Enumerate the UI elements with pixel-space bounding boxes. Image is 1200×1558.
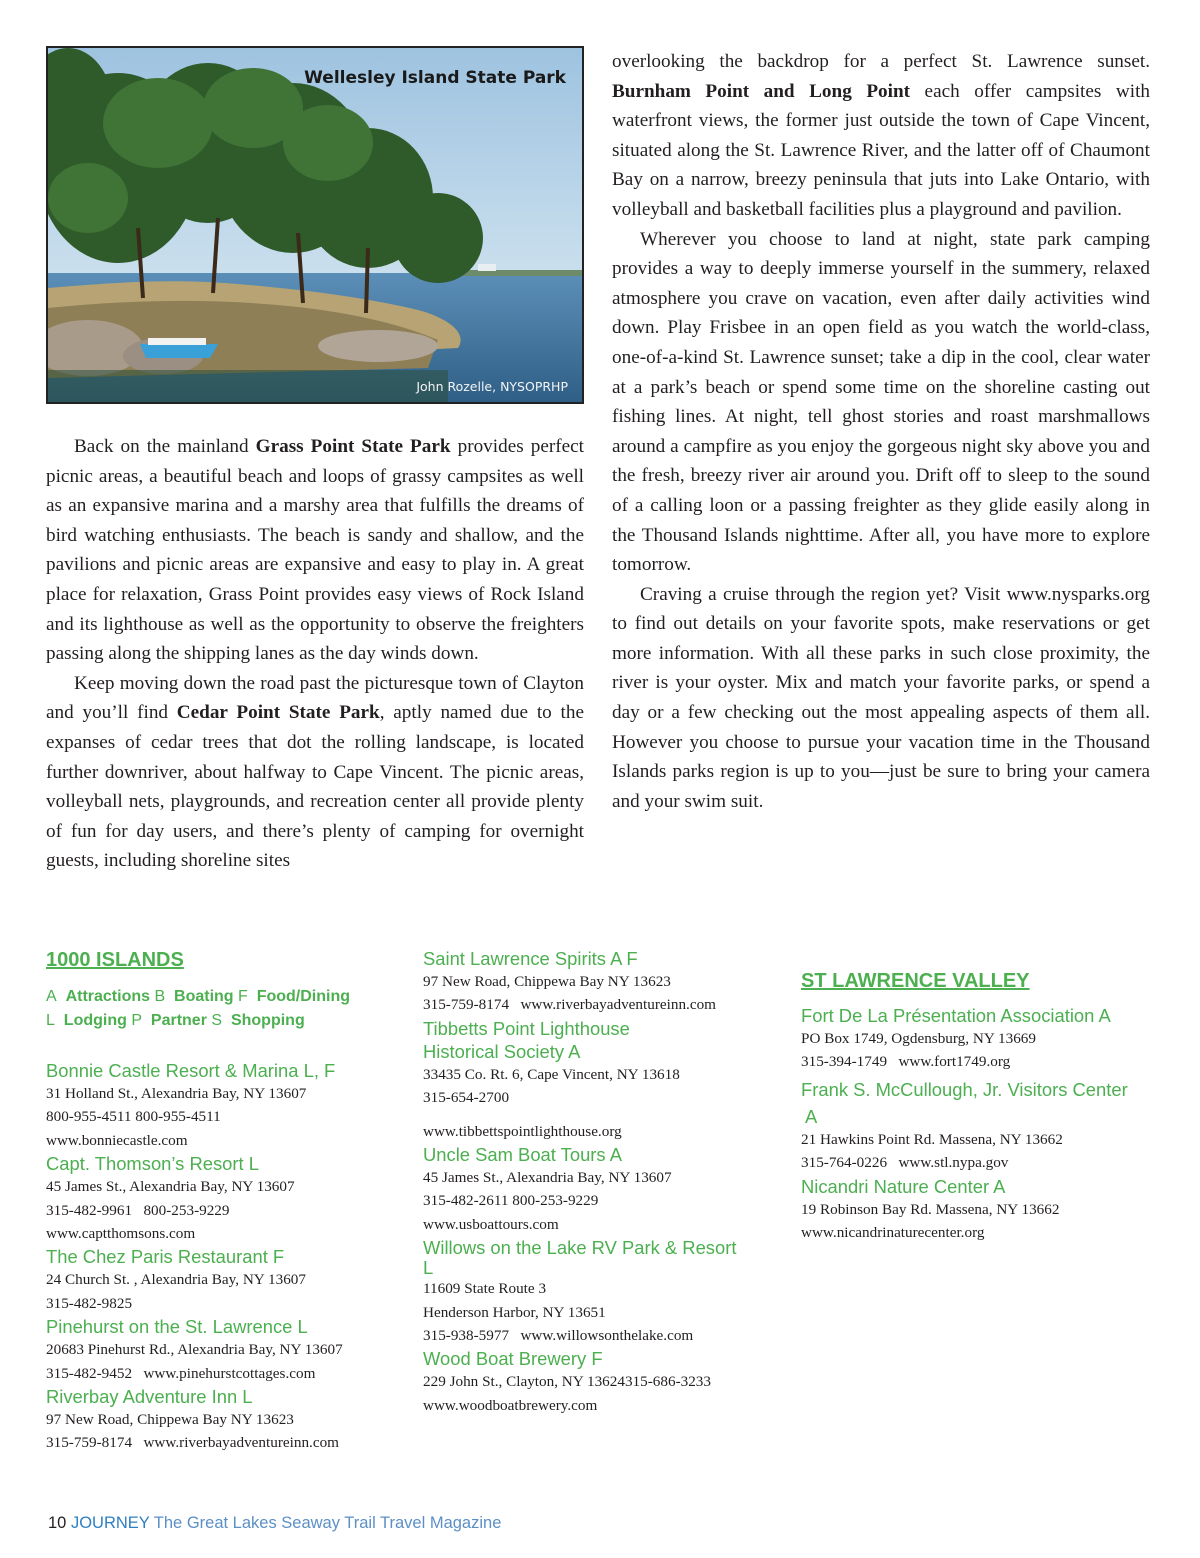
listing-willows: Willows on the Lake RV Park & Resort L 11609 State Route 3 Henderson Harbor, NY 13651 315-938-5977 www.willowsonthelake.com (423, 1237, 737, 1345)
page-footer (48, 1514, 501, 1533)
page-number: 10 (48, 1514, 67, 1532)
listing-pinehurst: Pinehurst on the St. Lawrence L 20683 Pinehurst Rd., Alexandria Bay, NY 13607 315-482-9452 www.pinehurstcottages.com (46, 1316, 343, 1382)
listing-tibbetts-point: Tibbetts Point Lighthouse Historical Society A 33435 Co. Rt. 6, Cape Vincent, NY 13618 315-654-2700 www.tibbettspointlighthouse.org (423, 1017, 680, 1140)
directory-column-1 (46, 947, 406, 1455)
photo-caption-title: Wellesley Island State Park (304, 68, 566, 88)
park-name-cedar-point: Cedar Point State Park (176, 702, 380, 724)
paragraph-burnham-long-point: overlooking the backdrop for a perfect St. Lawrence sunset. Burnham Point and Long Point each offer campsites with waterfront views, the former just outside the town of Cape Vincent, situated along the St. Lawrence River, and the latter off of Chaumont Bay on a narrow, breezy peninsula that juts into Lake Ontario, with volleyball and basketball facilities plus a playground and pavilion. (612, 51, 1150, 220)
listing-mccullough-visitors-center: Frank S. McCullough, Jr. Visitors Center A 21 Hawkins Point Rd. Massena, NY 13662 315-764-0226 www.stl.nypa.gov (801, 1078, 1128, 1172)
directory-column-2 (423, 947, 793, 1417)
photo-credit: John Rozelle, NYSOPRHP (416, 379, 568, 394)
article-right-column (612, 47, 1150, 816)
paragraph-cedar-point: Keep moving down the road past the picturesque town of Clayton and you’ll find Cedar Point State Park, aptly named due to the expanses of cedar trees that dot the rolling landscape, is located further downriver, about halfway to Cape Vincent. The picnic areas, volleyball nets, playgrounds, and recreation center all provide plenty of fun for day users, and there’s plenty of camping for overnight guests, including shoreline sites (46, 672, 584, 872)
directory-column-3 (801, 968, 1161, 1244)
listing-uncle-sam: Uncle Sam Boat Tours A 45 James St., Alexandria Bay, NY 13607 315-482-2611 800-253-9229 www.usboattours.com (423, 1144, 672, 1233)
listing-riverbay: Riverbay Adventure Inn L 97 New Road, Chippewa Bay NY 13623 315-759-8174 www.riverbayadventureinn.com (46, 1386, 339, 1452)
listing-chez-paris: The Chez Paris Restaurant F 24 Church St. , Alexandria Bay, NY 13607 315-482-9825 (46, 1246, 306, 1312)
park-name-grass-point: Grass Point State Park (255, 436, 451, 457)
listing-saint-lawrence-spirits: Saint Lawrence Spirits A F 97 New Road, Chippewa Bay NY 13623 315-759-8174 www.riverbayadventureinn.com (423, 948, 716, 1014)
paragraph-camping: Wherever you choose to land at night, state park camping provides a way to deeply immerse yourself in the summery, relaxed atmosphere you crave on vacation, even after daily activities wind down. Play Frisbee in an open field as you watch the world-class, one-of-a-kind St. Lawrence sunset; take a dip in the cool, clear water at a park’s beach or spend some time on the shoreline casting out fishing lines. At night, tell ghost stories and roast marshmallows around a campfire as you enjoy the gorgeous night sky above you and the fresh, breezy river air around you. Drift off to sleep to the sound of a calling loon or a passing freighter as they glide easily along in the Thousand Islands nighttime. After all, you have more to explore tomorrow. (612, 228, 1150, 576)
listing-capt-thomsons: Capt. Thomson’s Resort L 45 James St., Alexandria Bay, NY 13607 315-482-9961 800-253-9229 www.captthomsons.com (46, 1153, 295, 1243)
section-heading-1000-islands: 1000 ISLANDS (46, 949, 184, 971)
section-heading-st-lawrence-valley: ST LAWRENCE VALLEY (801, 970, 1030, 992)
paragraph-grass-point: Back on the mainland Grass Point State Park provides perfect picnic areas, a beautiful beach and loops of grassy campsites as well as an expansive marina and a marshy area that fulfills the dreams of bird watching enthusiasts. The beach is sandy and shallow, and the pavilions and picnic areas are expansive and easy to play in. A great place for relaxation, Grass Point provides easy views of Rock Island and its lighthouse as well as the opportunity to observe the freighters passing along the shipping lanes as the day winds down. (46, 436, 584, 665)
paragraph-visit: Craving a cruise through the region yet? Visit www.nysparks.org to find out details on your favorite spots, make reservations or get more information. With all these parks in such close proximity, the river is your oyster. Mix and match your favorite parks, or spend a day or a few checking out the most appealing aspects of them all. However you choose to pursue your vacation time in the Thousand Islands parks region is up to you—just be sure to bring your camera and your swim suit. (612, 583, 1150, 812)
listing-bonnie-castle: Bonnie Castle Resort & Marina L, F 31 Holland St., Alexandria Bay, NY 13607 800-955-4511 800-955-4511 www.bonniecastle.com (46, 1060, 336, 1149)
park-photo (46, 46, 584, 404)
listing-fort-de-la-presentation: Fort De La Présentation Association A PO Box 1749, Ogdensburg, NY 13669 315-394-1749 www.fort1749.org (801, 1005, 1111, 1071)
island-illustration (48, 48, 582, 402)
category-legend: A Attractions B Boating F Food/Dining L Lodging P Partner S Shopping (46, 988, 351, 1029)
listing-wood-boat: Wood Boat Brewery F 229 John St., Clayton, NY 13624315-686-3233 www.woodboatbrewery.com (423, 1348, 711, 1414)
park-name-burnham-long-point: Burnham Point and Long Point (612, 80, 911, 102)
article-left-column (46, 432, 584, 876)
magazine-subtitle: The Great Lakes Seaway Trail Travel Magazine (153, 1514, 502, 1532)
listing-nicandri: Nicandri Nature Center A 19 Robinson Bay Rd. Massena, NY 13662 www.nicandrinaturecenter.org (801, 1175, 1060, 1242)
magazine-brand: JOURNEY (70, 1514, 150, 1532)
